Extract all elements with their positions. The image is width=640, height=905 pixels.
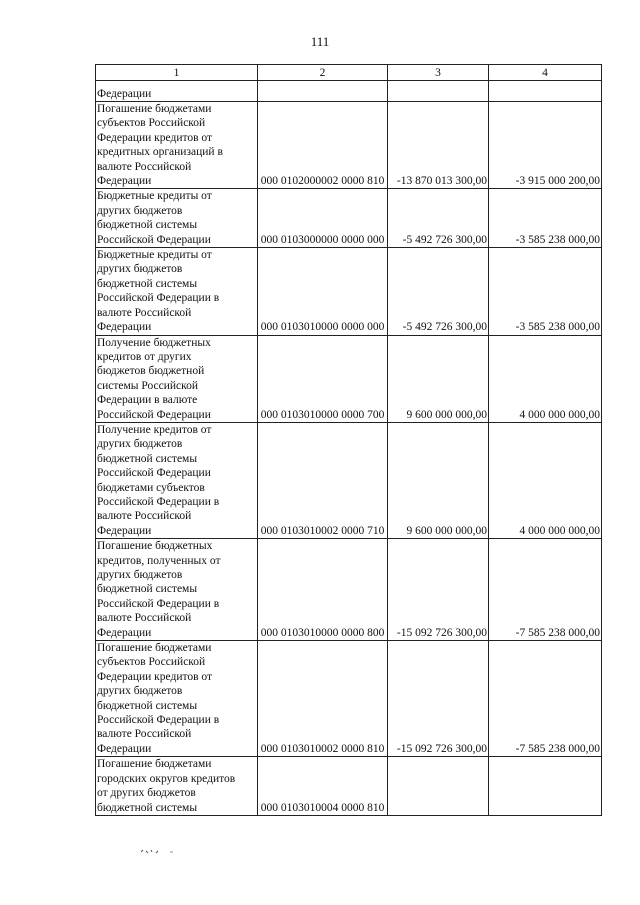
table-row (96, 641, 602, 757)
row-code: 000 0103010000 0000 700 (258, 335, 388, 422)
row-value-col4: -7 585 238 000,00 (489, 539, 602, 641)
row-code (258, 81, 388, 102)
header-col-4: 4 (489, 65, 602, 81)
header-col-1: 1 (96, 65, 258, 81)
table-row (96, 757, 602, 816)
table-row (96, 422, 602, 538)
header-col-3: 3 (388, 65, 489, 81)
row-name: Бюджетные кредиты от других бюджетов бюджетной системы Российской Федерации (96, 189, 258, 248)
table-row (96, 81, 602, 102)
row-name: Федерации (96, 81, 258, 102)
table-row (96, 189, 602, 248)
row-value-col4: 4 000 000 000,00 (489, 422, 602, 538)
row-value-col4: 4 000 000 000,00 (489, 335, 602, 422)
row-code: 000 0103010004 0000 810 (258, 757, 388, 816)
row-name: Бюджетные кредиты от других бюджетов бюджетной системы Российской Федерации в валюте Российской Федерации (96, 248, 258, 335)
row-value-col3 (388, 81, 489, 102)
row-code: 000 0103010000 0000 000 (258, 248, 388, 335)
table-header-row (96, 65, 602, 81)
row-value-col3: -5 492 726 300,00 (388, 248, 489, 335)
row-code: 000 0103010002 0000 710 (258, 422, 388, 538)
row-value-col3: -15 092 726 300,00 (388, 539, 489, 641)
row-value-col3: -13 870 013 300,00 (388, 102, 489, 189)
row-value-col3: -5 492 726 300,00 (388, 189, 489, 248)
row-value-col3: 9 600 000 000,00 (388, 422, 489, 538)
row-name: Погашение бюджетами субъектов Российской Федерации кредитов от кредитных организаций в валюте Российской Федерации (96, 102, 258, 189)
row-name: Получение кредитов от других бюджетов бюджетной системы Российской Федерации бюджетами субъектов Российской Федерации в валюте Российской Федерации (96, 422, 258, 538)
budget-table (95, 64, 602, 816)
row-value-col3: -15 092 726 300,00 (388, 641, 489, 757)
row-value-col4: -3 585 238 000,00 (489, 248, 602, 335)
row-code: 000 0103010000 0000 800 (258, 539, 388, 641)
row-name: Погашение бюджетами городских округов кредитов от других бюджетов бюджетной системы (96, 757, 258, 816)
ink-mark (140, 847, 180, 855)
row-value-col4: -7 585 238 000,00 (489, 641, 602, 757)
row-value-col4: -3 915 000 200,00 (489, 102, 602, 189)
header-col-2: 2 (258, 65, 388, 81)
row-name: Погашение бюджетами субъектов Российской Федерации кредитов от других бюджетов бюджетной системы Российской Федерации в валюте Российской Федерации (96, 641, 258, 757)
row-value-col4 (489, 81, 602, 102)
row-code: 000 0103000000 0000 000 (258, 189, 388, 248)
row-name: Погашение бюджетных кредитов, полученных от других бюджетов бюджетной системы Российской Федерации в валюте Российской Федерации (96, 539, 258, 641)
table-row (96, 335, 602, 422)
row-value-col3 (388, 757, 489, 816)
row-code: 000 0102000002 0000 810 (258, 102, 388, 189)
row-code: 000 0103010002 0000 810 (258, 641, 388, 757)
row-name: Получение бюджетных кредитов от других бюджетов бюджетной системы Российской Федерации в валюте Российской Федерации (96, 335, 258, 422)
page-number: 111 (310, 34, 330, 49)
table-row (96, 248, 602, 335)
row-value-col4: -3 585 238 000,00 (489, 189, 602, 248)
row-value-col3: 9 600 000 000,00 (388, 335, 489, 422)
table-row (96, 539, 602, 641)
table-row (96, 102, 602, 189)
row-value-col4 (489, 757, 602, 816)
